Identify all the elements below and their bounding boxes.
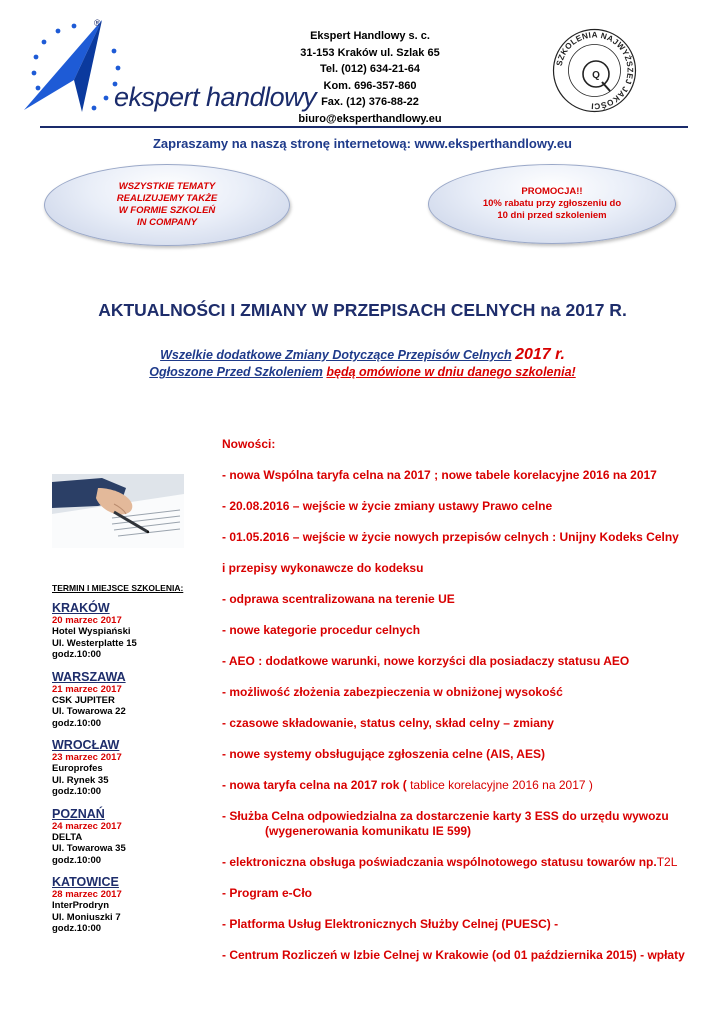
news-item: - AEO : dodatkowe warunki, nowe korzyści dla posiadaczy statusu AEO <box>222 654 630 668</box>
subtitle-line1: Wszelkie dodatkowe Zmiany Dotyczące Przepisów Celnych <box>160 348 512 362</box>
location-wroclaw <box>52 738 222 798</box>
company-fax: Fax. (12) 376-88-22 <box>321 96 419 108</box>
company-name: Ekspert Handlowy s. c. <box>310 30 430 42</box>
bubble-right-line: 10 dni przed szkoleniem <box>497 210 607 221</box>
news-item: - Platforma Usług Elektronicznych Służby Celnej (PUESC) - <box>222 917 559 931</box>
news-item: - nowe kategorie procedur celnych <box>222 623 421 637</box>
training-time: godz.10:00 <box>52 923 102 934</box>
page-title: AKTUALNOŚCI I ZMIANY W PRZEPISACH CELNYCH na 2017 R. <box>98 300 627 320</box>
signing-photo <box>52 474 184 548</box>
venue-name: InterProdryn <box>52 900 110 911</box>
news-item: - możliwość złożenia zabezpieczenia w obniżonej wysokość <box>222 685 563 699</box>
company-phone: Tel. (012) 634-21-64 <box>319 63 421 75</box>
subtitle-year: 2017 r. <box>515 346 565 363</box>
bubble-left-line: WSZYSTKIE TEMATY <box>118 181 216 192</box>
news-item: - odprawa scentralizowana na terenie UE <box>222 592 455 606</box>
city-name: KRAKÓW <box>52 601 110 615</box>
seal-text: SZKOLENIA NAJWYŻSZEJ JAKOŚCI <box>554 30 635 111</box>
venue-name: CSK JUPITER <box>52 694 115 706</box>
bubble-right-line: PROMOCJA!! <box>521 186 583 197</box>
news-item-t2l <box>222 855 717 870</box>
location-katowice <box>52 875 222 935</box>
company-logo <box>22 18 317 118</box>
training-date: 21 marzec 2017 <box>52 683 122 695</box>
website-banner[interactable]: Zapraszamy na naszą stronę internetową: www.eksperthandlowy.eu <box>152 136 572 151</box>
news-item: - czasowe składowanie, status celny, skład celny – zmiany <box>222 716 554 730</box>
news-item: - nowa Wspólna taryfa celna na 2017 ; nowe tabele korelacyjne 2016 na 2017 <box>222 468 657 482</box>
venue-name: Europrofes <box>52 763 103 774</box>
ess-line2: (wygenerowania komunikatu IE 599) <box>265 824 472 838</box>
bubble-left-line: W FORMIE SZKOLEŃ <box>118 205 216 216</box>
subtitle-line2a: Ogłoszone Przed Szkoleniem <box>149 365 323 379</box>
news-heading: Nowości: <box>222 437 276 451</box>
news-item-tariff <box>222 778 717 793</box>
registered-mark: ® <box>94 18 101 28</box>
training-time: godz.10:00 <box>52 649 102 660</box>
venue-address: Ul. Westerplatte 15 <box>52 637 137 649</box>
venue-name: DELTA <box>52 831 83 843</box>
logo-text: ekspert handlowy <box>114 82 317 112</box>
tariff-normal: tablice korelacyjne 2016 na 2017 ) <box>406 778 593 792</box>
training-time: godz.10:00 <box>52 717 102 729</box>
header-divider <box>40 126 688 128</box>
company-mobile: Kom. 696-357-860 <box>323 79 417 92</box>
seal-letter: Q <box>592 70 600 81</box>
ess-line1: - Służba Celna odpowiedzialna za dostarczenie karty 3 ESS do urzędu wywozu <box>222 809 669 823</box>
training-time: godz.10:00 <box>52 786 102 797</box>
training-date: 23 marzec 2017 <box>52 752 122 763</box>
t2l-normal: T2L <box>656 855 678 869</box>
quality-seal-icon <box>552 28 637 113</box>
venue-address: Ul. Towarowa 35 <box>52 843 126 854</box>
news-item: - nowe systemy obsługujące zgłoszenia celne (AIS, AES) <box>222 747 545 761</box>
company-email[interactable]: biuro@eksperthandlowy.eu <box>298 112 442 125</box>
training-schedule <box>52 583 222 944</box>
location-poznan <box>52 807 222 867</box>
promotion-bubble <box>428 164 676 244</box>
signing-hand-icon <box>52 474 184 548</box>
venue-address: Ul. Towarowa 22 <box>52 706 126 717</box>
location-krakow <box>52 601 222 661</box>
subtitle <box>0 346 725 381</box>
subtitle-line2b: będą omówione w dniu danego szkolenia! <box>326 365 576 379</box>
training-time: godz.10:00 <box>52 854 102 866</box>
city-name: POZNAŃ <box>52 806 105 821</box>
news-item: - Centrum Rozliczeń w Izbie Celnej w Krakowie (od 01 października 2015) - wpłaty <box>222 948 685 962</box>
bubble-right-line: 10% rabatu przy zgłoszeniu do <box>482 198 622 209</box>
news-item: - 01.05.2016 – wejście w życie nowych przepisów celnych : Unijny Kodeks Celny <box>222 530 679 544</box>
city-name: KATOWICE <box>52 875 119 889</box>
venue-address: Ul. Moniuszki 7 <box>52 911 121 923</box>
venue-name: Hotel Wyspiański <box>52 626 131 637</box>
bubble-left-line: IN COMPANY <box>137 217 197 228</box>
tariff-bold: - nowa taryfa celna na 2017 rok ( <box>222 778 407 792</box>
venue-address: Ul. Rynek 35 <box>52 774 109 786</box>
news-item: i przepisy wykonawcze do kodeksu <box>222 561 424 575</box>
news-item-ess <box>222 809 717 839</box>
in-company-bubble <box>44 164 290 246</box>
schedule-heading: TERMIN I MIEJSCE SZKOLENIA: <box>52 583 184 593</box>
location-warszawa <box>52 670 222 730</box>
training-date: 28 marzec 2017 <box>52 889 122 900</box>
t2l-bold: - elektroniczna obsługa poświadczania wspólnotowego statusu towarów np. <box>222 855 657 869</box>
training-date: 20 marzec 2017 <box>52 615 122 626</box>
news-list <box>222 437 717 979</box>
city-name: WARSZAWA <box>52 669 126 684</box>
quality-seal <box>552 28 637 113</box>
news-item: - 20.08.2016 – wejście w życie zmiany ustawy Prawo celne <box>222 499 553 513</box>
news-item: - Program e-Cło <box>222 886 313 900</box>
bubble-left-line: REALIZUJEMY TAKŻE <box>116 193 218 204</box>
contact-block <box>290 28 450 127</box>
training-date: 24 marzec 2017 <box>52 820 122 832</box>
company-address: 31-153 Kraków ul. Szlak 65 <box>300 46 440 59</box>
city-name: WROCŁAW <box>52 738 120 752</box>
